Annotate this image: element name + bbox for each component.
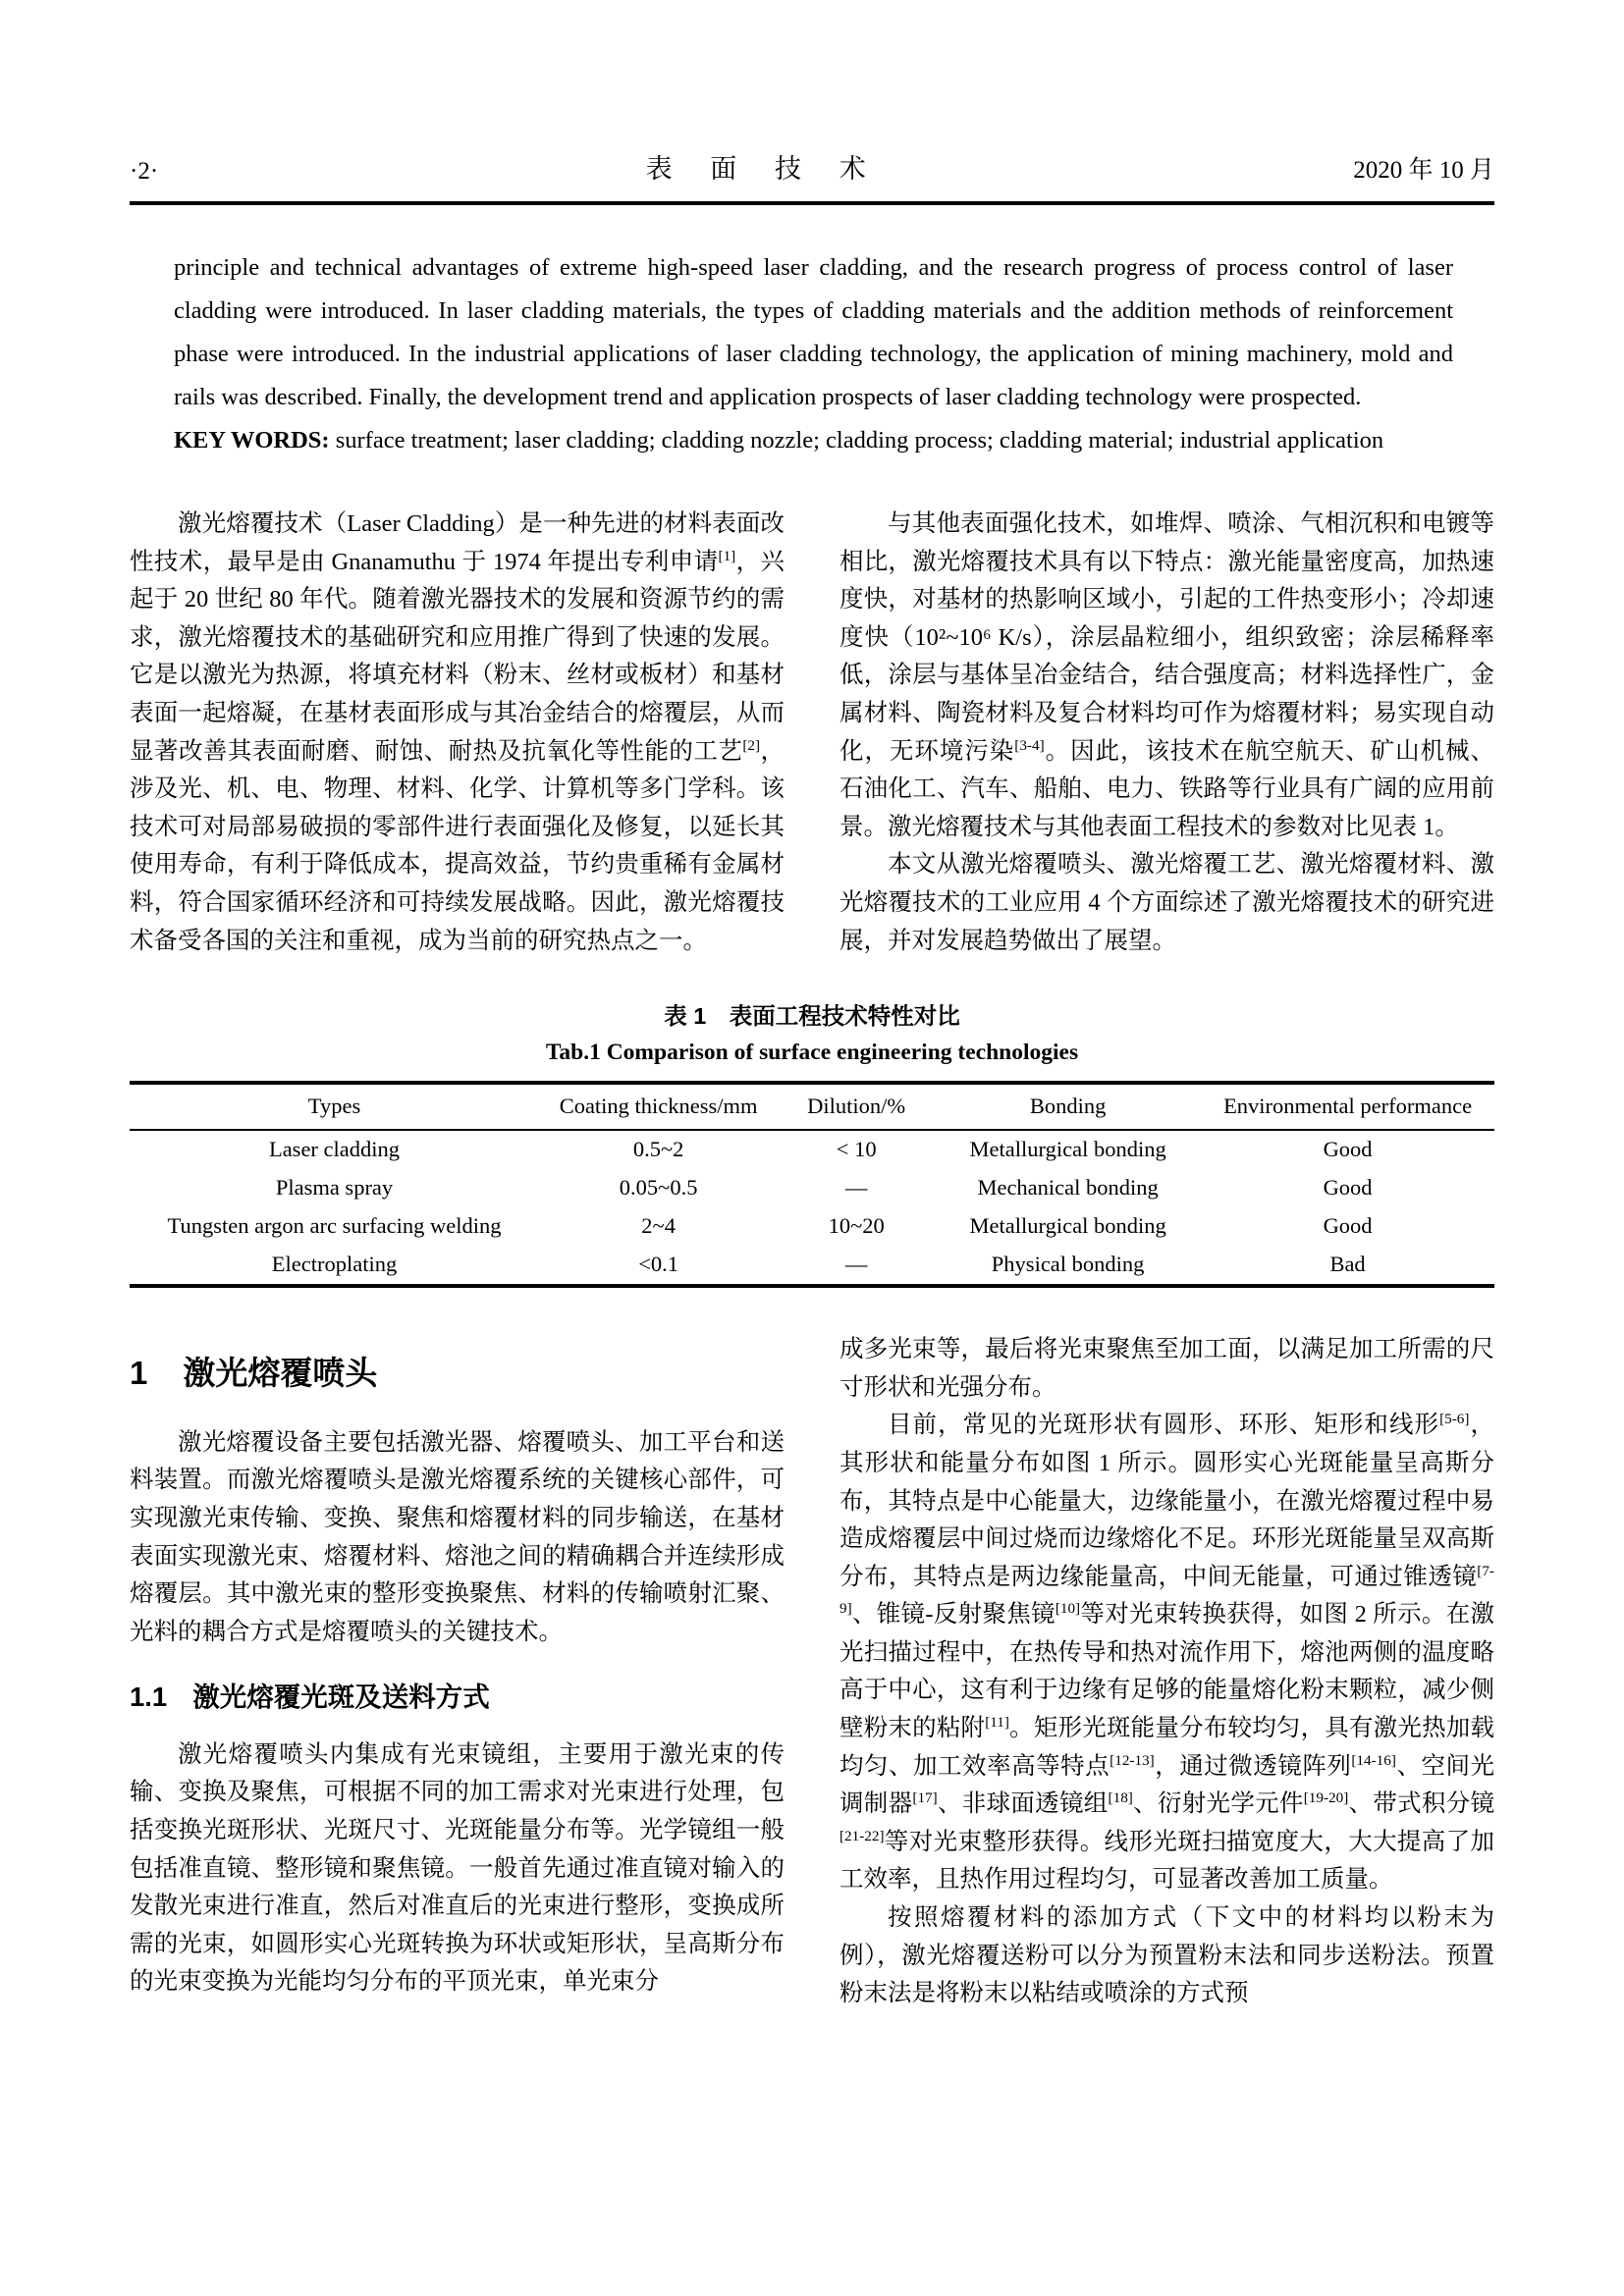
section-number: 1.1 [130,1682,168,1713]
table-title-zh: 表 1 表面工程技术特性对比 [664,1003,960,1030]
body-columns [130,1331,1494,2013]
column-header: Coating thickness/mm [559,1094,758,1119]
paragraph: 目前，常见的光斑形状有圆形、环形、矩形和线形[5-6]，其形状和能量分布如图 1 所示。圆形实心光斑能量呈高斯分布，其特点是中心能量大，边缘能量小，在激光熔覆过程中易造成熔覆层中间过烧而边缘熔化不足。环形光斑能量呈双高斯分布，其特点是两边缘能量高，中间无能量，可通过锥透镜[7-9]、锥镜-反射聚焦镜[10]等对光束转换获得，如图 2 所示。在激光扫描过程中，在热传导和热对流作用下，熔池两侧的温度略高于中心，这有利于边缘有足够的能量熔化粉末颗粒，减少侧壁粉末的粘附[11]。矩形光斑能量分布较均匀，具有激光热加载均匀、加工效率高等特点[12-13]，通过微透镜阵列[14-16]、空间光调制器[17]、非球面透镜组[18]、衍射光学元件[19-20]、带式积分镜[21-22]等对光束整形获得。线形光斑扫描宽度大，大大提高了加工效率，且热作用过程均匀，可显著改善加工质量。 [839,1411,1495,1894]
intro-columns [130,506,1494,960]
table-cell: 10~20 [828,1213,885,1239]
table-cell: Plasma spray [275,1175,394,1201]
paragraph: 激光熔覆喷头内集成有光束镜组，主要用于激光束的传输、变换及聚焦，可根据不同的加工需求对光束进行处理，包括变换光斑形状、光斑尺寸、光斑能量分布等。光学镜组一般包括准直镜、整形镜和聚焦镜。一般首先通过准直镜对输入的发散光束进行准直，然后对准直后的光束进行整形，变换成所需的光束，如圆形实心光斑转换为环状或矩形状，呈高斯分布的光束变换为光能均匀分布的平顶光束，单光束分 [130,1740,785,1996]
paragraph: 激光熔覆技术（Laser Cladding）是一种先进的材料表面改性技术，最早是由 Gnanamuthu 于 1974 年提出专利申请[1]，兴起于 20 世纪 80 年代。随着激光器技术的发展和资源节约的需求，激光熔覆技术的基础研究和应用推广得到了快速的发展。它是以激光为热源，将填充材料（粉末、丝材或板材）和基材表面一起熔凝，在基材表面形成与其冶金结合的熔覆层，从而显著改善其表面耐磨、耐蚀、耐热及抗氧化等性能的工艺[2]，涉及光、机、电、物理、材料、化学、计算机等多门学科。该技术可对局部易破损的零部件进行表面强化及修复，以延长其使用寿命，有利于降低成本，提高效益，节约贵重稀有金属材料，符合国家循环经济和可持续发展战略。因此，激光熔覆技术备受各国的关注和重视，成为当前的研究热点之一。 [130,510,785,954]
paragraph: 按照熔覆材料的添加方式（下文中的材料均以粉末为例），激光熔覆送粉可以分为预置粉末法和同步送粉法。预置粉末法是将粉末以粘结或喷涂的方式预 [839,1904,1494,2007]
table-cell: Metallurgical bonding [969,1213,1166,1239]
section-1-heading [130,1355,785,1393]
table-cell: Tungsten argon arc surfacing welding [167,1213,502,1239]
table-row [130,1130,1494,1169]
issue-date: 2020 年 10 月 [1353,157,1494,184]
table-cell: Good [1323,1175,1373,1201]
keywords-line [174,419,1453,462]
section-number: 1 [130,1355,148,1392]
intro-left-column [130,506,785,960]
table-cell: 0.05~0.5 [619,1175,698,1201]
table-header [130,1083,1494,1130]
table-cell: Mechanical bonding [977,1175,1159,1201]
section-title: 激光熔覆喷头 [183,1355,378,1392]
table-header-row [130,1083,1494,1130]
paragraph: 与其他表面强化技术，如堆焊、喷涂、气相沉积和电镀等相比，激光熔覆技术具有以下特点：激光能量密度高，加热速度快，对基材的热影响区域小，引起的工件热变形小；冷却速度快（10²~10⁶ K/s），涂层晶粒细小，组织致密；涂层稀释率低，涂层与基体呈冶金结合，结合强度高；材料选择性广，金属材料、陶瓷材料及复合材料均可作为熔覆材料；易实现自动化，无环境污染[3-4]。因此，该技术在航空航天、矿山机械、石油化工、汽车、船舶、电力、铁路等行业具有广阔的应用前景。激光熔覆技术与其他表面工程技术的参数对比见表 1。 [839,510,1495,840]
abstract-section [174,246,1453,462]
section-title: 激光熔覆光斑及送料方式 [192,1682,490,1713]
body-left-column [130,1331,785,2013]
table-cell: Metallurgical bonding [969,1137,1166,1162]
table-cell: — [844,1175,868,1201]
table-cell: 2~4 [641,1213,676,1239]
paragraph: 本文从激光熔覆喷头、激光熔覆工艺、激光熔覆材料、激光熔覆技术的工业应用 4 个方面综述了激光熔覆技术的研究进展，并对发展趋势做出了展望。 [839,851,1494,954]
table-cell: < 10 [836,1137,877,1162]
table-cell: Laser cladding [268,1137,401,1162]
paragraph: 成多光束等，最后将光束聚焦至加工面，以满足加工所需的尺寸形状和光强分布。 [839,1336,1494,1401]
comparison-table [130,1081,1494,1288]
intro-right-column [839,506,1494,960]
table-row [130,1207,1494,1246]
keywords-label: KEY WORDS: [174,427,330,454]
keywords-text: surface treatment; laser cladding; cladding nozzle; cladding process; cladding material; industrial application [329,427,1384,454]
table-title-en: Tab.1 Comparison of surface engineering technologies [545,1040,1079,1066]
page-number: ·2· [130,158,159,185]
section-1-1-heading [130,1679,785,1717]
table-row [130,1246,1494,1286]
column-header: Types [307,1094,361,1119]
paragraph: 激光熔覆设备主要包括激光器、熔覆喷头、加工平台和送料装置。而激光熔覆喷头是激光熔覆系统的关键核心部件，可实现激光束传输、变换、聚焦和熔覆材料的同步输送，在基材表面实现激光束、熔覆材料、熔池之间的精确耦合并连续形成熔覆层。其中激光束的整形变换聚焦、材料的传输喷射汇聚、光料的耦合方式是熔覆喷头的关键技术。 [130,1428,785,1645]
table-body [130,1130,1494,1286]
table-row [130,1169,1494,1207]
table-cell: Good [1323,1213,1373,1239]
table-cell: Good [1323,1137,1373,1162]
table-cell: 0.5~2 [632,1137,684,1162]
abstract-continuation-text: principle and technical advantages of extreme high-speed laser cladding, and the research progress of process control of laser cladding were introduced. In laser cladding materials, the types of cladding materials and the addition methods of reinforcement phase were introduced. In the industrial applications of laser cladding technology, the application of mining machinery, mold and rails was described. Finally, the development trend and application prospects of laser cladding technology were prospected. [174,254,1453,410]
journal-title: 表 面 技 术 [645,154,882,184]
table-cell: Physical bonding [991,1252,1145,1277]
table-cell: Bad [1329,1252,1366,1277]
column-header: Dilution/% [807,1094,906,1119]
page-header [130,0,1494,205]
body-right-column [839,1331,1494,2013]
column-header: Bonding [1029,1094,1107,1119]
table1-block [130,997,1494,1288]
table-cell: Electroplating [271,1252,398,1277]
table-cell: — [844,1252,868,1277]
column-header: Environmental performance [1223,1094,1473,1119]
table-cell: <0.1 [638,1252,679,1277]
